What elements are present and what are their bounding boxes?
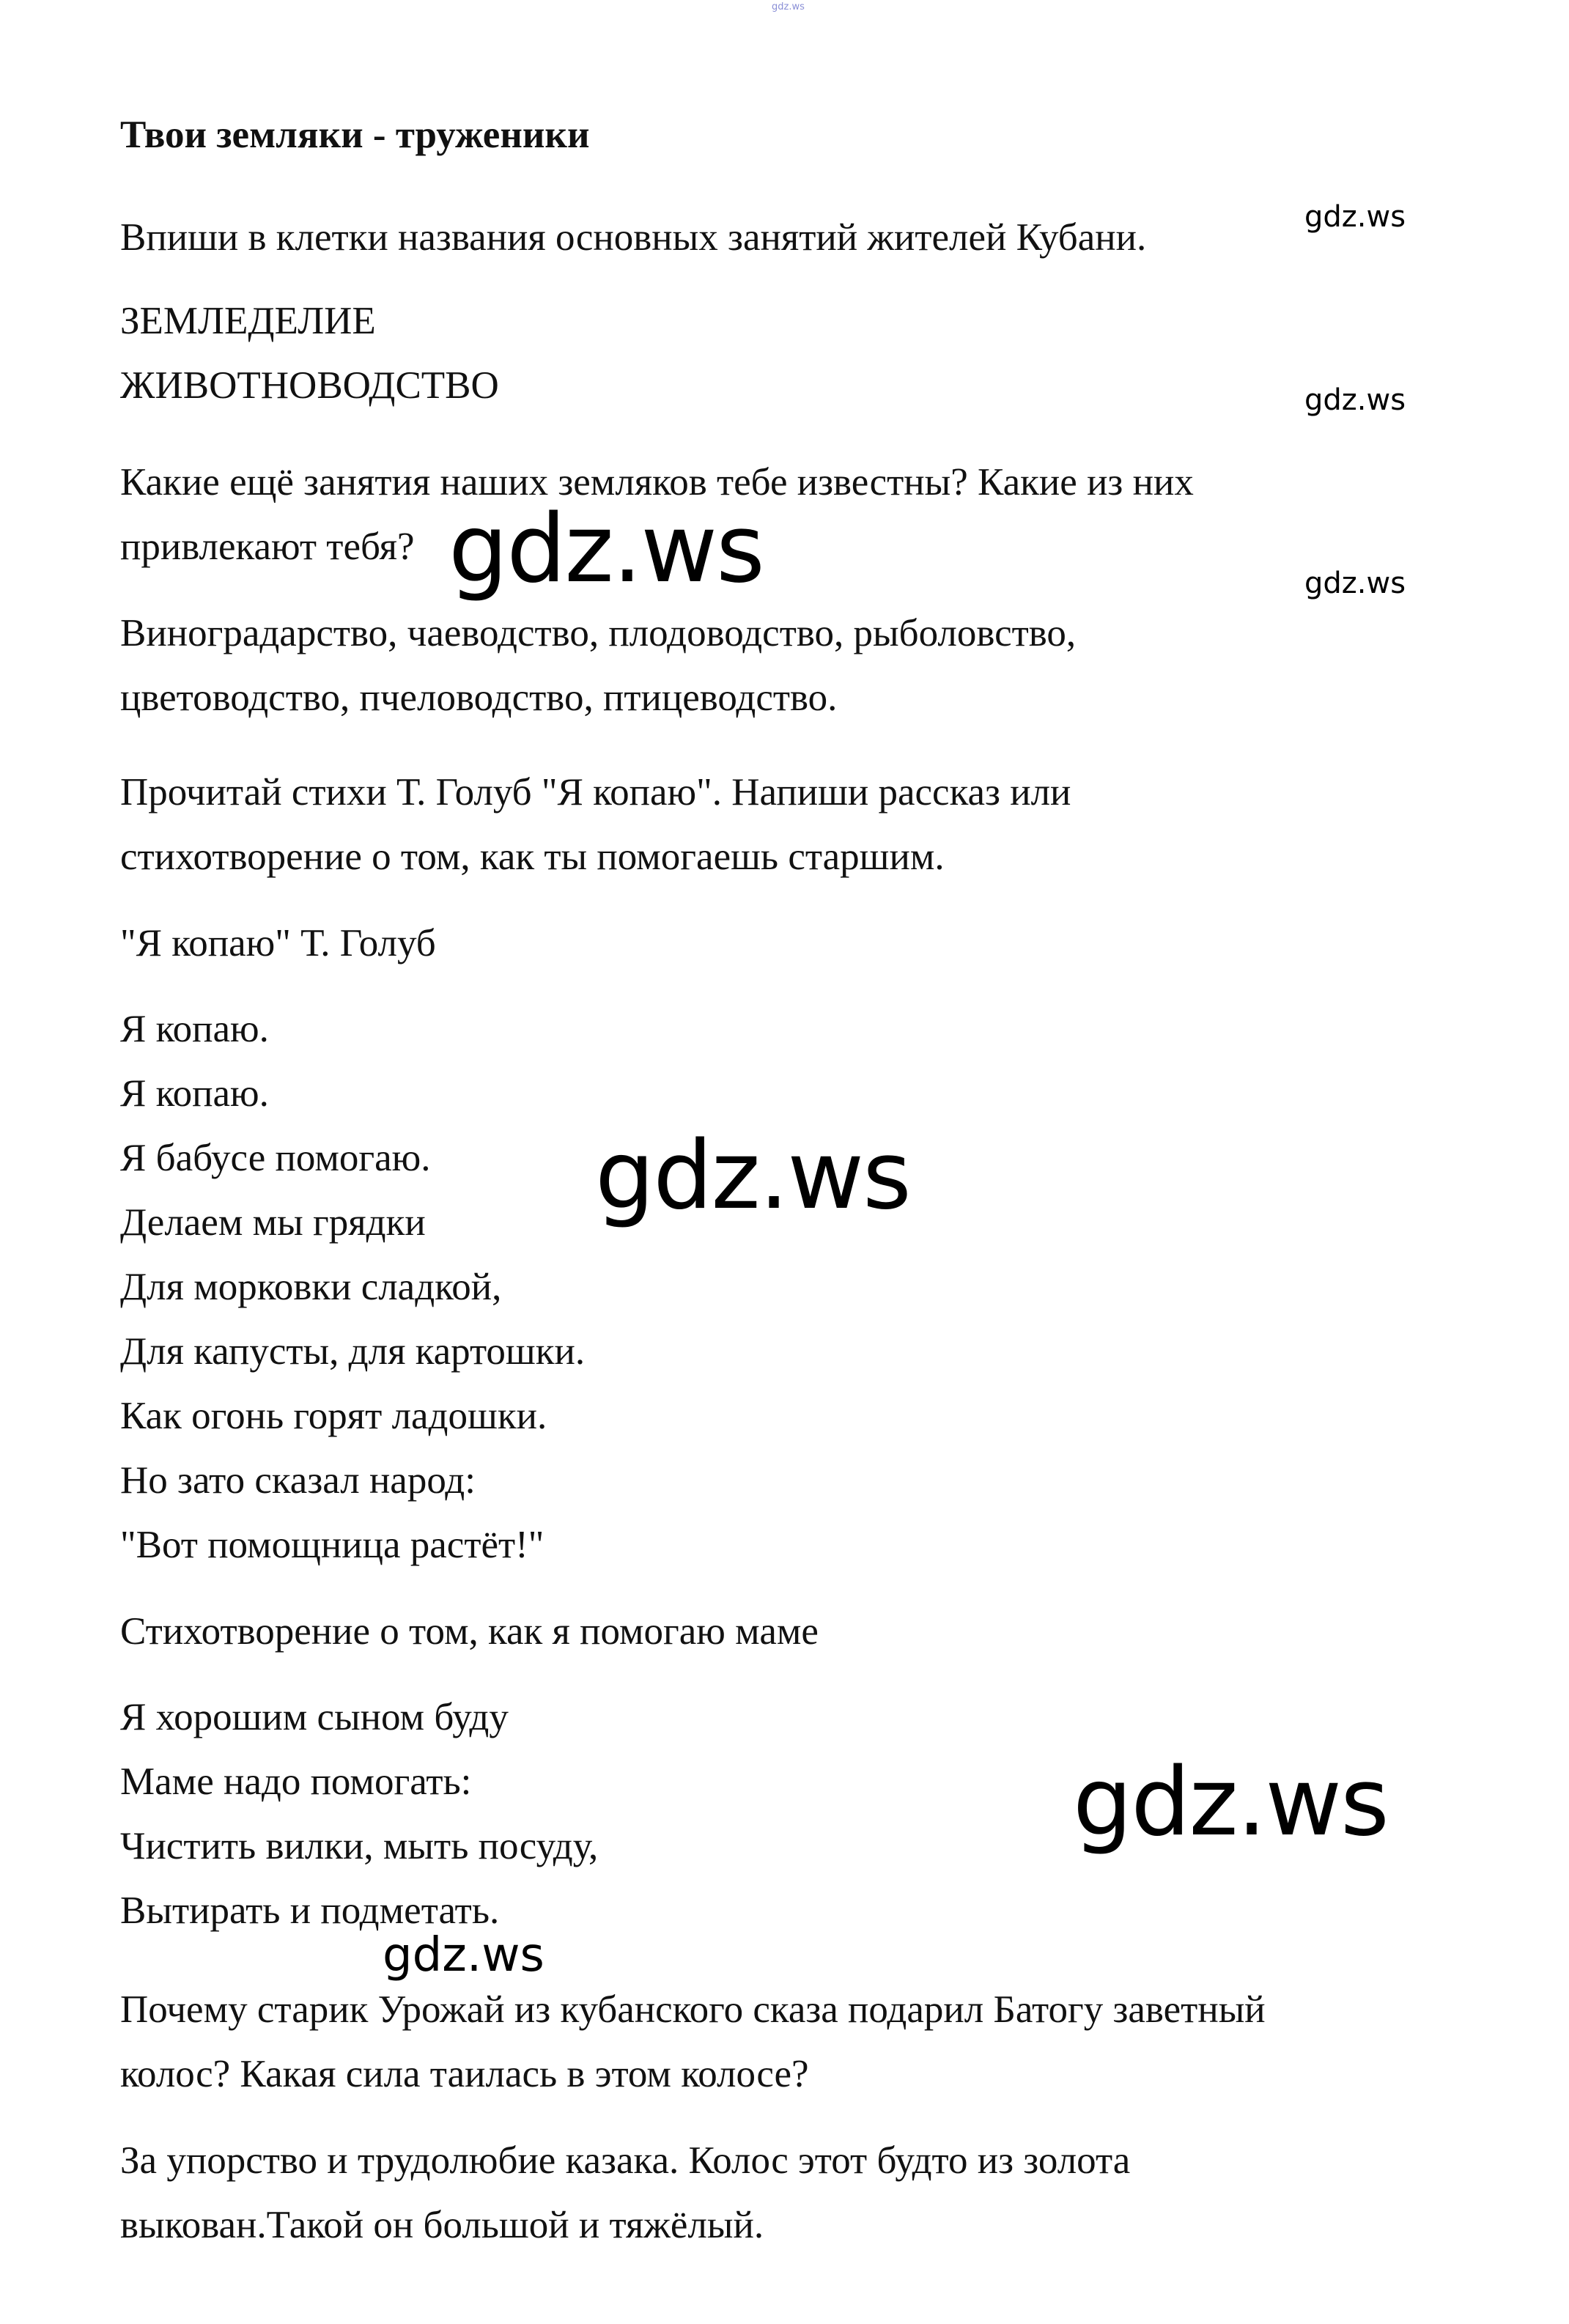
text-line: Стихотворение о том, как я помогаю маме: [120, 1610, 819, 1653]
poem-line: Вытирать и подметать.: [120, 1889, 500, 1932]
watermark-large: gdz.ws: [595, 1121, 910, 1231]
text-line: выкован.Такой он большой и тяжёлый.: [120, 2204, 764, 2246]
text-line: Виноградарство, чаеводство, плодоводство, рыболовство,: [120, 612, 1077, 654]
text-line: За упорство и трудолюбие казака. Колос этот будто из золота: [120, 2139, 1131, 2182]
text-line: Почему старик Урожай из кубанского сказа подарил Батогу заветный: [120, 1988, 1266, 2031]
text-line: ЗЕМЛЕДЕЛИЕ: [120, 300, 376, 342]
watermark-small: gdz.ws: [1304, 200, 1406, 234]
text-line: "Я копаю" Т. Голуб: [120, 922, 436, 964]
text-line: привлекают тебя?: [120, 525, 415, 568]
watermark-large: gdz.ws: [1073, 1748, 1388, 1857]
text-line: цветоводство, пчеловодство, птицеводство.: [120, 676, 838, 719]
poem-line: Маме надо помогать:: [120, 1760, 472, 1803]
poem-line: "Вот помощница растёт!": [120, 1524, 544, 1566]
text-line: колос? Какая сила таилась в этом колосе?: [120, 2053, 809, 2095]
text-line: Какие ещё занятия наших земляков тебе известны? Какие из них: [120, 461, 1194, 503]
poem-line: Чистить вилки, мыть посуду,: [120, 1825, 599, 1867]
text-line: Впиши в клетки названия основных занятий жителей Кубани.: [120, 216, 1147, 259]
watermark-top-tiny: gdz.ws: [772, 1, 805, 12]
watermark-small: gdz.ws: [1304, 567, 1406, 600]
poem-line: Делаем мы грядки: [120, 1201, 426, 1244]
poem-line: Я хорошим сыном буду: [120, 1696, 509, 1738]
poem-line: Но зато сказал народ:: [120, 1459, 476, 1502]
poem-line: Для морковки сладкой,: [120, 1266, 502, 1308]
watermark-medium: gdz.ws: [383, 1928, 544, 1982]
poem-line: Я копаю.: [120, 1008, 269, 1050]
watermark-small: gdz.ws: [1304, 383, 1406, 417]
page-title: Твои земляки - труженики: [120, 114, 590, 156]
poem-line: Я бабусе помогаю.: [120, 1137, 431, 1179]
poem-line: Как огонь горят ладошки.: [120, 1395, 547, 1437]
poem-line: Я копаю.: [120, 1072, 269, 1115]
text-line: Прочитай стихи Т. Голуб "Я копаю". Напиши рассказ или: [120, 771, 1071, 814]
poem-line: Для капусты, для картошки.: [120, 1330, 586, 1373]
text-line: стихотворение о том, как ты помогаешь старшим.: [120, 835, 945, 878]
watermark-large: gdz.ws: [448, 495, 764, 604]
text-line: ЖИВОТНОВОДСТВО: [120, 364, 499, 407]
